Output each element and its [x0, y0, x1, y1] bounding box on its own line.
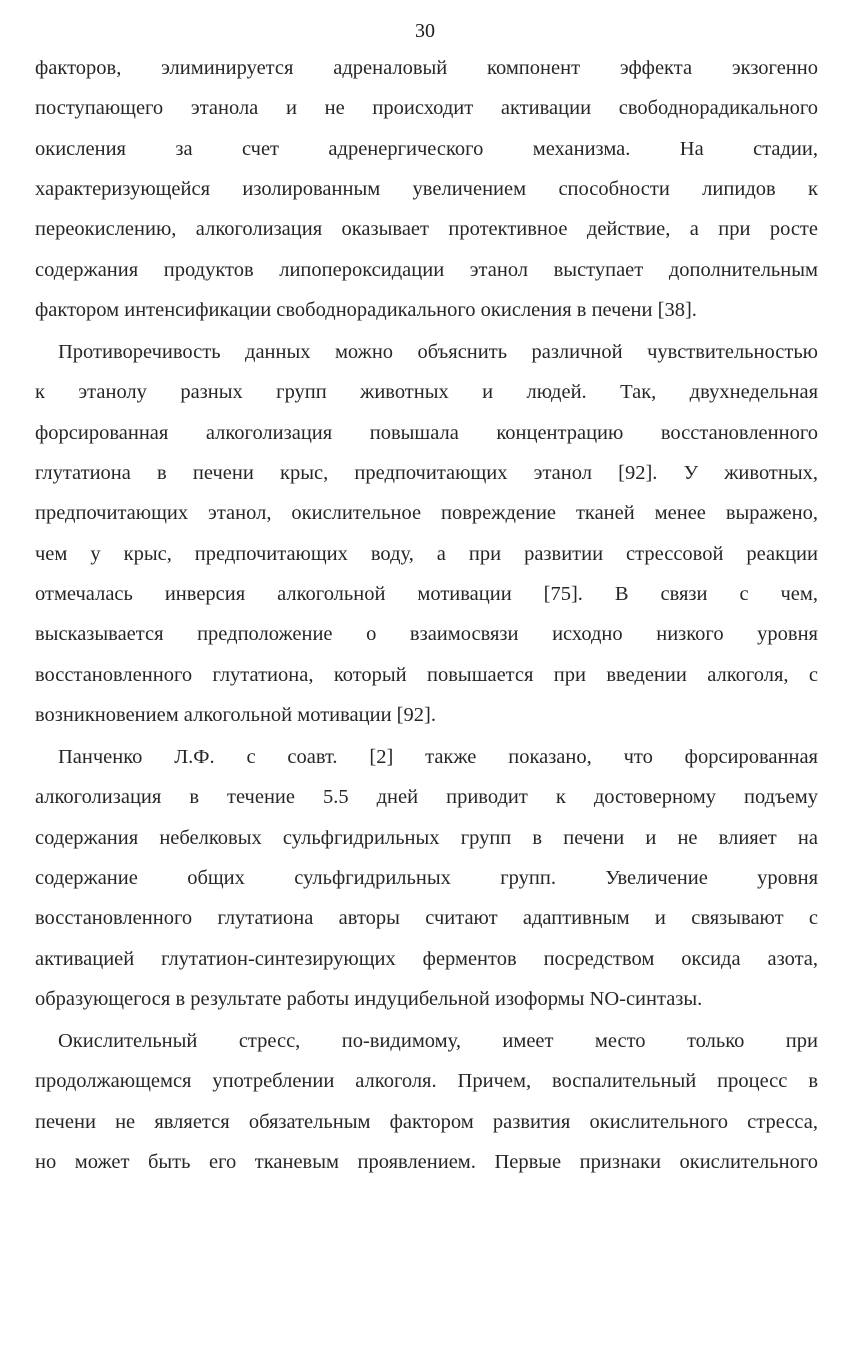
text-line: переокислению, алкоголизация оказывает протективное действие, а при росте	[35, 218, 818, 240]
paragraph-start-line: Панченко Л.Ф. с соавт. [2] также показано, что форсированная	[58, 746, 818, 768]
text-line: образующегося в результате работы индуцибельной изоформы NO-синтазы.	[35, 988, 703, 1010]
text-line: поступающего этанола и не происходит активации свободнорадикального	[35, 97, 818, 119]
text-line: печени не является обязательным фактором развития окислительного стресса,	[35, 1111, 818, 1133]
text-line: фактором интенсификации свободнорадикального окисления в печени [38].	[35, 299, 697, 321]
text-line: но может быть его тканевым проявлением. Первые признаки окислительного	[35, 1151, 818, 1173]
page-number: 30	[415, 20, 435, 42]
text-line: восстановленного глутатиона, который повышается при введении алкоголя, с	[35, 664, 818, 686]
text-line: форсированная алкоголизация повышала концентрацию восстановленного	[35, 422, 818, 444]
paragraph-start-line: Окислительный стресс, по-видимому, имеет место только при	[58, 1030, 818, 1052]
text-line: активацией глутатион-синтезирующих ферментов посредством оксида азота,	[35, 948, 818, 970]
text-line: окисления за счет адренергического механизма. На стадии,	[35, 138, 818, 160]
text-line: факторов, элиминируется адреналовый компонент эффекта экзогенно	[35, 57, 818, 79]
text-line: отмечалась инверсия алкогольной мотивации [75]. В связи с чем,	[35, 583, 818, 605]
text-line: восстановленного глутатиона авторы считают адаптивным и связывают с	[35, 907, 818, 929]
text-line: продолжающемся употреблении алкоголя. Причем, воспалительный процесс в	[35, 1070, 818, 1092]
text-line: возникновением алкогольной мотивации [92].	[35, 704, 436, 726]
text-line: чем у крыс, предпочитающих воду, а при развитии стрессовой реакции	[35, 543, 818, 565]
text-line: алкоголизация в течение 5.5 дней приводит к достоверному подъему	[35, 786, 818, 808]
text-line: предпочитающих этанол, окислительное повреждение тканей менее выражено,	[35, 502, 818, 524]
text-line: глутатиона в печени крыс, предпочитающих этанол [92]. У животных,	[35, 462, 818, 484]
text-line: содержание общих сульфгидрильных групп. Увеличение уровня	[35, 867, 818, 889]
text-line: содержания небелковых сульфгидрильных групп в печени и не влияет на	[35, 827, 818, 849]
text-line: высказывается предположение о взаимосвязи исходно низкого уровня	[35, 623, 818, 645]
paragraph-start-line: Противоречивость данных можно объяснить различной чувствительностью	[58, 341, 818, 363]
text-line: содержания продуктов липопероксидации этанол выступает дополнительным	[35, 259, 818, 281]
text-line: характеризующейся изолированным увеличением способности липидов к	[35, 178, 818, 200]
text-line: к этанолу разных групп животных и людей. Так, двухнедельная	[35, 381, 818, 403]
